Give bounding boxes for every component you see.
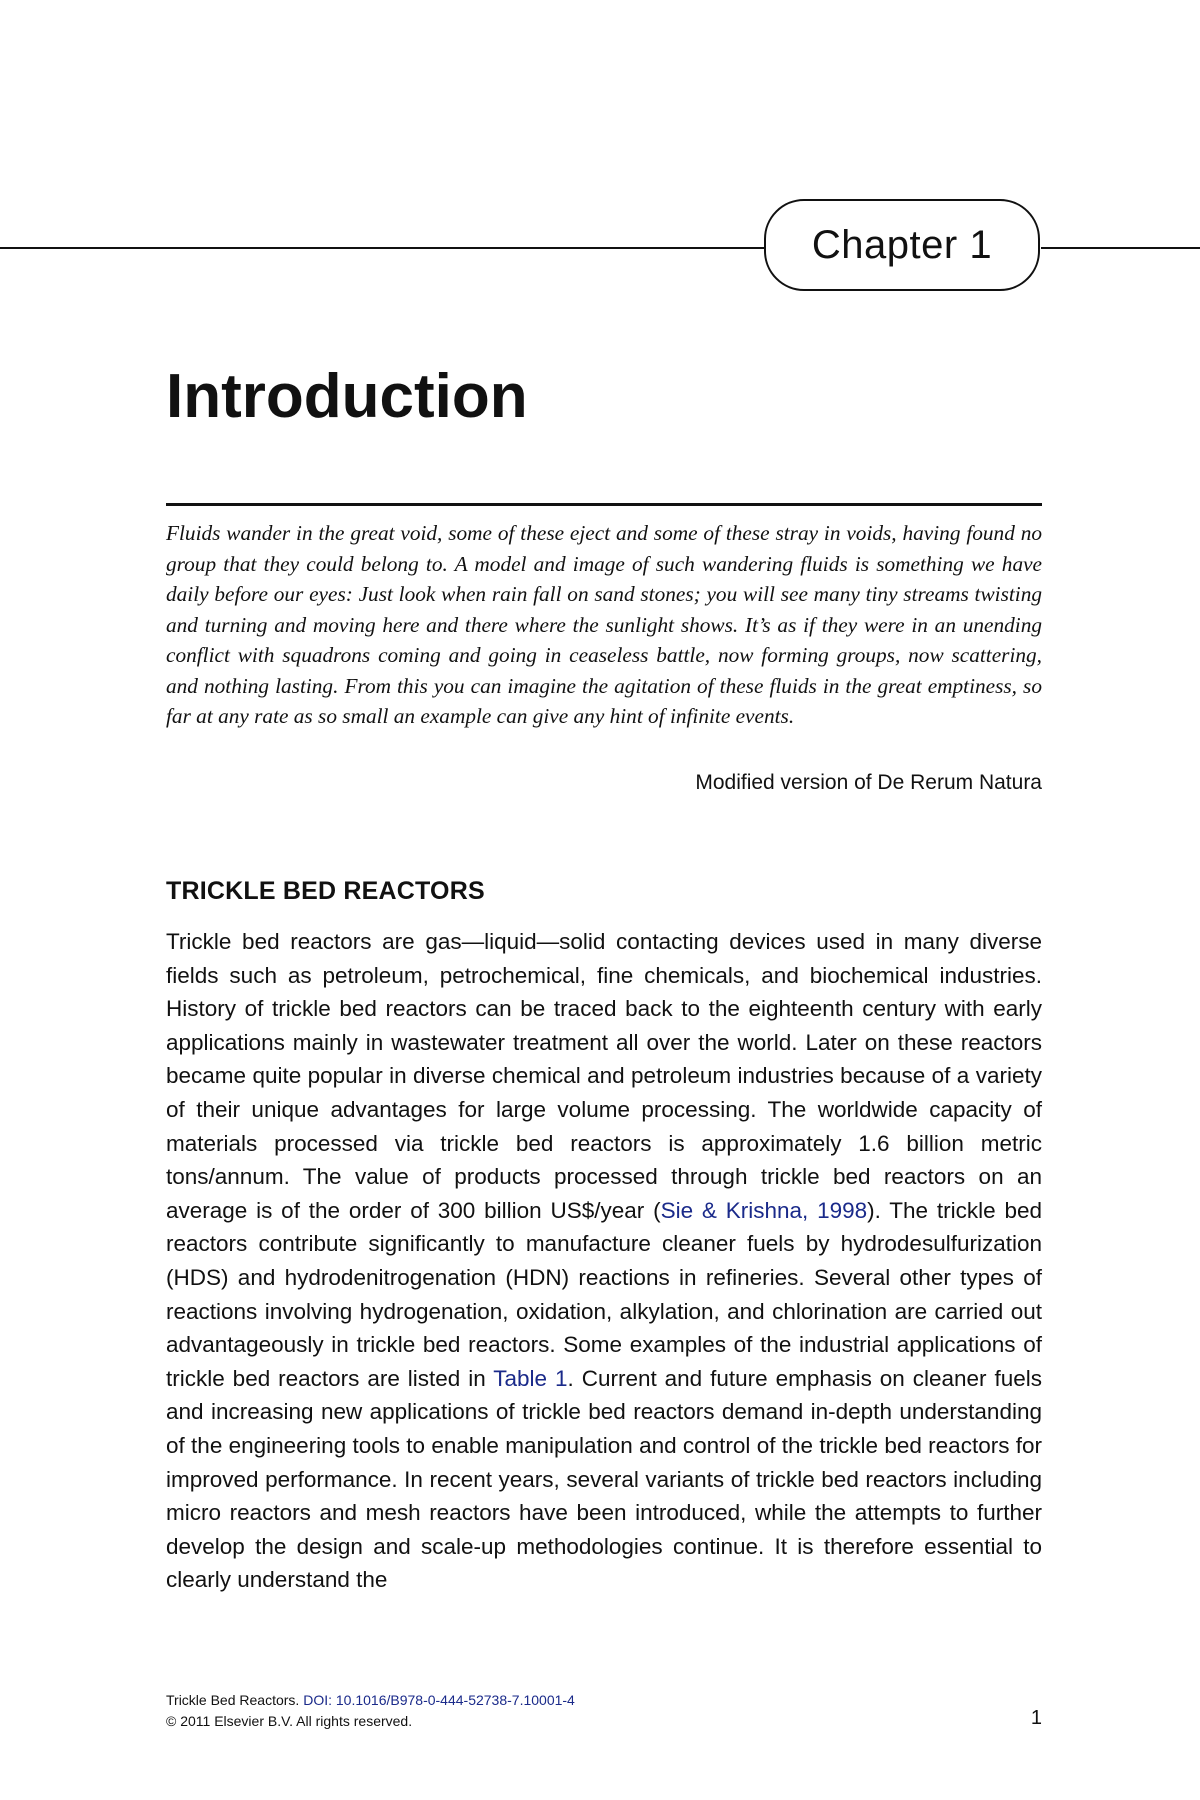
footer-book-title: Trickle Bed Reactors. <box>166 1692 300 1708</box>
page-footer <box>166 1690 1042 1732</box>
paragraph-text-1: Trickle bed reactors are gas—liquid—solid contacting devices used in many diverse fields such as petroleum, petrochemical, fine chemicals, and biochemical industries. History of trickle bed reactors can be traced back to the eighteenth century with early applications mainly in wastewater treatment all over the world. Later on these reactors became quite popular in diverse chemical and petroleum industries because of a variety of their unique advantages for large volume processing. The worldwide capacity of materials processed via trickle bed reactors is approximately 1.6 billion metric tons/annum. The value of products processed through trickle bed reactors on an average is of the order of 300 billion US$/year ( <box>166 929 1042 1223</box>
paragraph-text-2: ). The trickle bed reactors contribute significantly to manufacture cleaner fuels by hydrodesulfurization (HDS) and hydrodenitrogenation (HDN) reactions in refineries. Several other types of reactions involving hydrogenation, oxidation, alkylation, and chlorination are carried out advantageously in trickle bed reactors. Some examples of the industrial applications of trickle bed reactors are listed in <box>166 1197 1042 1391</box>
body-paragraph <box>166 925 1042 1597</box>
epigraph-text: Fluids wander in the great void, some of these eject and some of these stray in voids, having found no group that they could belong to. A model and image of such wandering fluids is something we have daily before our eyes: Just look when rain fall on sand stones; you will see many tiny streams twisting and turning and moving here and there where the sunlight shows. It’s as if they were in an unending conflict with squadrons coming and going in ceaseless battle, now forming groups, now scattering, and nothing lasting. From this you can imagine the agitation of these fluids in the great emptiness, so far at any rate as so small an example can give any hint of infinite events. <box>166 521 1042 728</box>
chapter-rule-left <box>0 247 766 249</box>
table-reference-link[interactable]: Table 1 <box>493 1365 568 1391</box>
epigraph-rule <box>166 503 1042 506</box>
footer-copyright: © 2011 Elsevier B.V. All rights reserved. <box>166 1713 413 1729</box>
footer-citation-line <box>166 1690 1042 1711</box>
epigraph-source: Modified version of De Rerum Natura <box>695 771 1042 794</box>
paragraph-text-3: . Current and future emphasis on cleaner fuels and increasing new applications of trickle bed reactors demand in-depth understanding of the engineering tools to enable manipulation and control of the trickle bed reactors for improved performance. In recent years, several variants of trickle bed reactors including micro reactors and mesh reactors have been introduced, while the attempts to further develop the design and scale-up methodologies continue. It is therefore essential to clearly understand the <box>166 1365 1042 1593</box>
chapter-label: Chapter 1 <box>764 199 1040 291</box>
doi-link[interactable]: DOI: 10.1016/B978-0-444-52738-7.10001-4 <box>303 1692 575 1708</box>
citation-link[interactable]: Sie & Krishna, 1998 <box>660 1197 868 1223</box>
chapter-title: Introduction <box>166 362 528 431</box>
chapter-rule-right <box>1041 247 1200 249</box>
page-number: 1 <box>1030 1707 1042 1729</box>
section-heading: TRICKLE BED REACTORS <box>166 877 485 905</box>
